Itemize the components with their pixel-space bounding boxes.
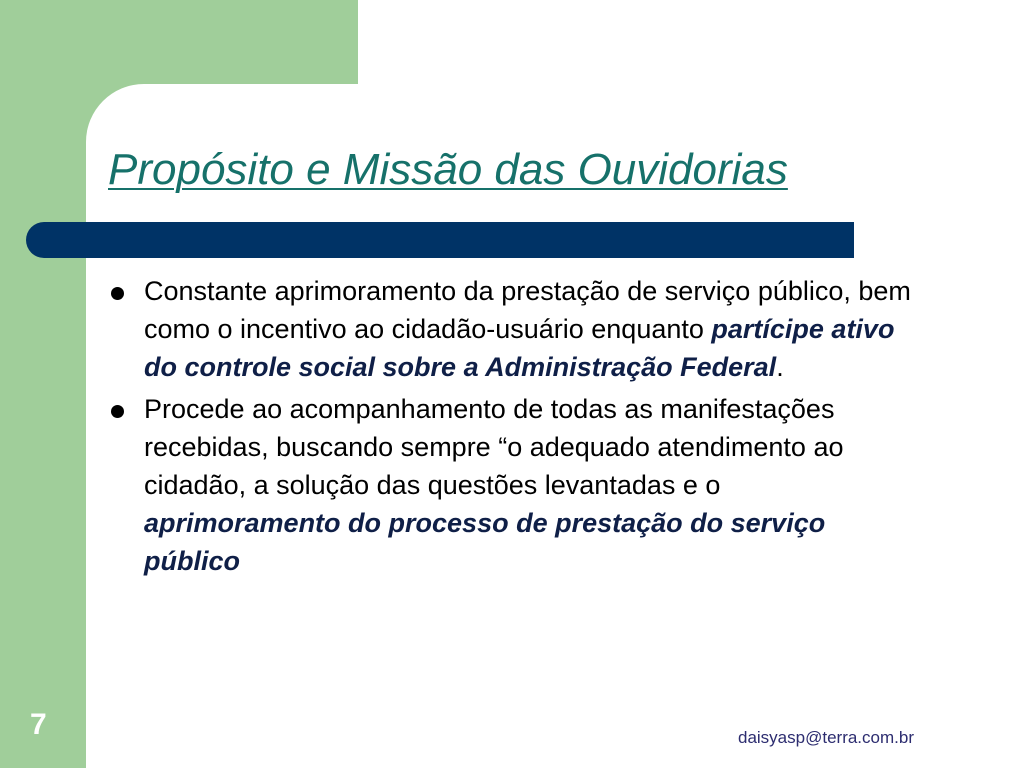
bullet-text-end: . [776, 352, 784, 382]
bullet-list [108, 272, 918, 584]
bullet-item [108, 272, 918, 386]
title-underline-bar [26, 222, 854, 258]
bullet-emphasis: aprimoramento do processo de prestação do serviço público [144, 508, 826, 576]
bullet-item [108, 390, 918, 580]
bullet-text: Procede ao acompanhamento de todas as manifestações recebidas, buscando sempre “o adequado atendimento ao cidadão, a solução das questões levantadas e o [144, 394, 844, 500]
bullet-text: Constante aprimoramento da prestação de serviço público, bem como o incentivo ao cidadão-usuário enquanto [144, 276, 911, 344]
slide-title: Propósito e Missão das Ouvidorias [108, 145, 788, 194]
bullet-emphasis: partícipe ativo do controle social sobre a Administração Federal [144, 314, 895, 382]
bullet-dot-icon [111, 405, 124, 418]
bullet-dot-icon [111, 287, 124, 300]
footer-email: daisyasp@terra.com.br [738, 728, 914, 747]
page-number: 7 [30, 708, 47, 741]
